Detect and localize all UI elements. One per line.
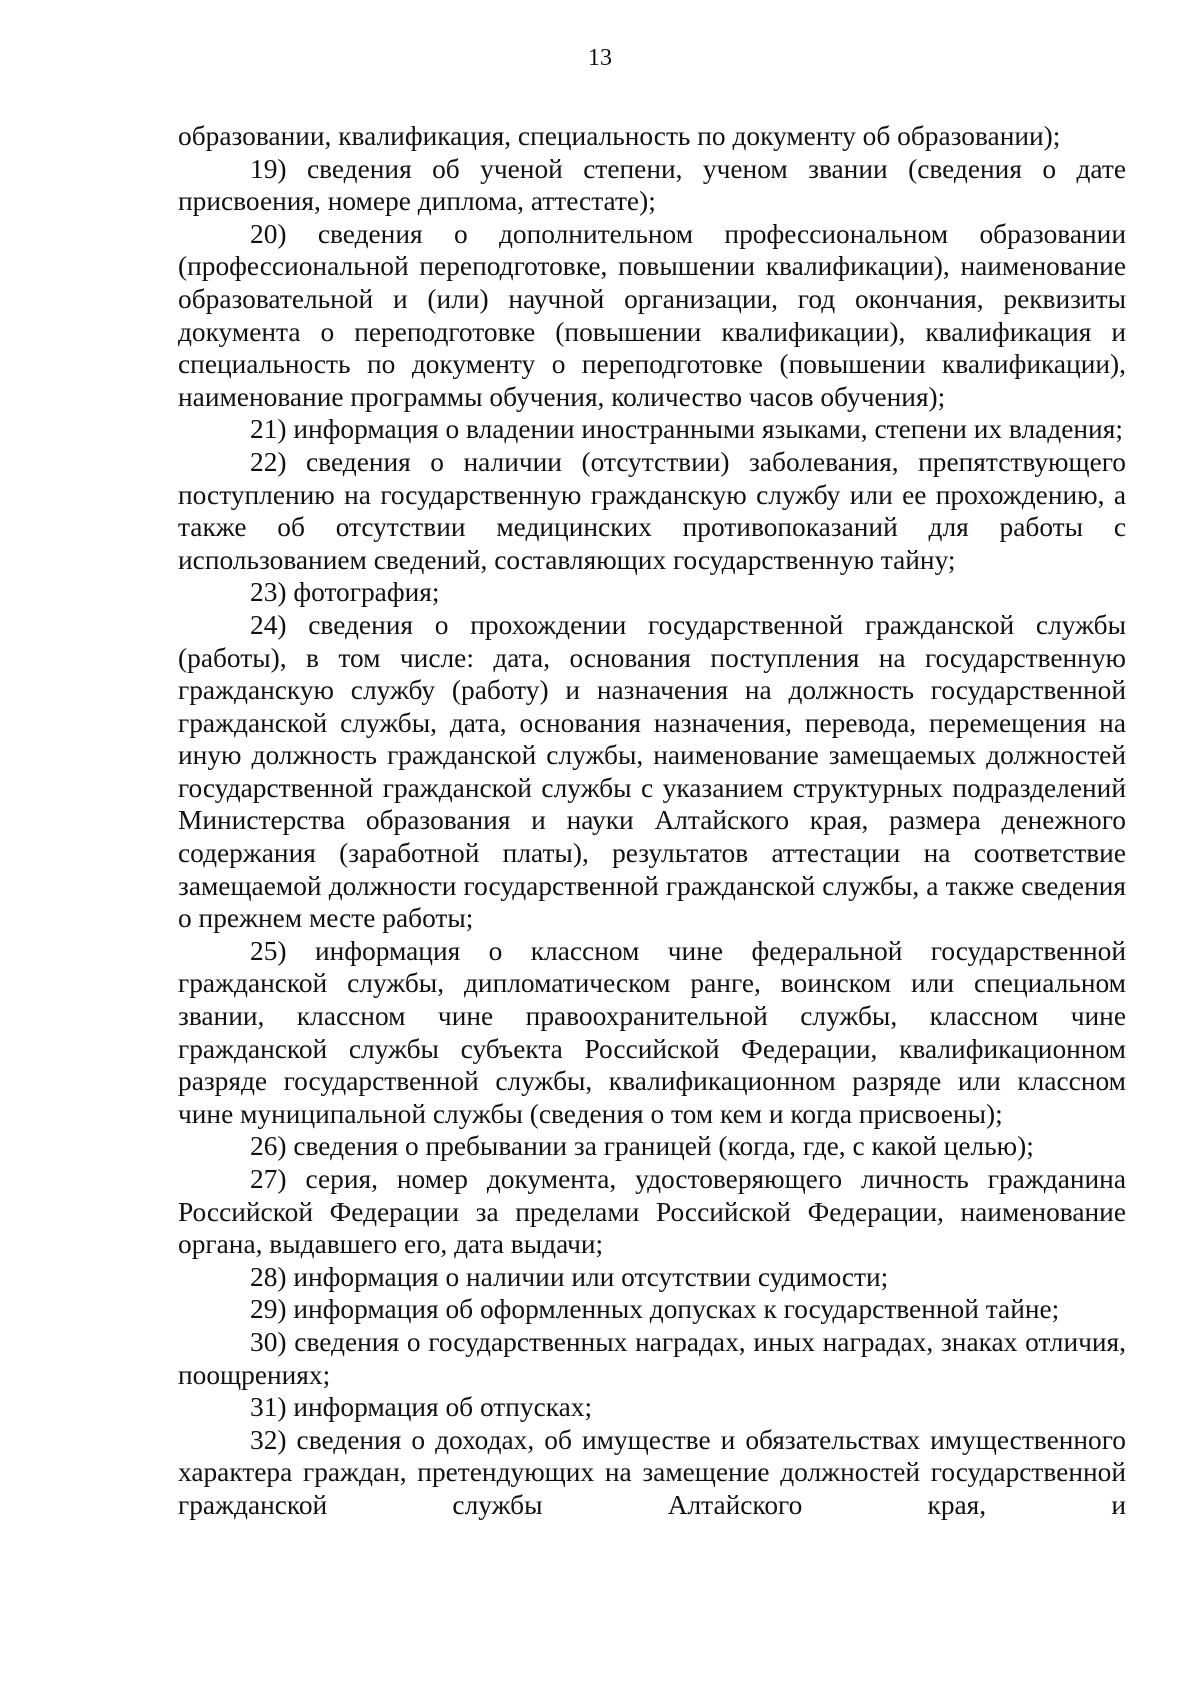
paragraph-item-27: 27) серия, номер документа, удостоверяющего личность гражданина Российской Федерации за пределами Российской Федерации, наименование органа, выдавшего его, дата выдачи; (178, 1164, 1126, 1260)
paragraph-item-21: 21) информация о владении иностранными языками, степени их владения; (250, 414, 1123, 445)
page-number: 13 (588, 45, 612, 71)
paragraph-item-23: 23) фотография; (250, 577, 440, 608)
paragraph-item-29: 29) информация об оформленных допусках к государственной тайне; (250, 1294, 1060, 1325)
paragraph-item-31: 31) информация об отпусках; (250, 1392, 593, 1423)
paragraph-item-28: 28) информация о наличии или отсутствии судимости; (250, 1261, 889, 1292)
document-body (178, 120, 1126, 1522)
paragraph-item-24: 24) сведения о прохождении государственной гражданской службы (работы), в том числе: дата, основания поступления на государственную гражданскую службу (работу) и назначения на должность государственной гражданской службы, дата, основания назначения, перевода, перемещения на иную должность гражданской службы, наименование замещаемых должностей государственной гражданской службы с указанием структурных подразделений Министерства образования и науки Алтайского края, размера денежного содержания (заработной платы), результатов аттестации на соответствие замещаемой должности государственной гражданской службы, а также сведения о прежнем месте работы; (178, 609, 1126, 934)
paragraph-continuation: образовании, квалификация, специальность по документу об образовании); (178, 121, 1061, 151)
paragraph-item-19: 19) сведения об ученой степени, ученом звании (сведения о дате присвоения, номере диплома, аттестате); (178, 153, 1126, 217)
paragraph-item-22: 22) сведения о наличии (отсутствии) заболевания, препятствующего поступлению на государственную гражданскую службу или ее прохождению, а также об отсутствии медицинских противопоказаний для работы с использованием сведений, составляющих государственную тайну; (178, 446, 1126, 575)
paragraph-item-32: 32) сведения о доходах, об имуществе и обязательствах имущественного характера граждан, претендующих на замещение должностей государственной гражданской службы Алтайского края, и (178, 1424, 1126, 1520)
paragraph-item-20: 20) сведения о дополнительном профессиональном образовании (профессиональной переподготовке, повышении квалификации), наименование образовательной и (или) научной организации, год окончания, реквизиты документа о переподготовке (повышении квалификации), квалификация и специальность по документу о переподготовке (повышении квалификации), наименование программы обучения, количество часов обучения); (178, 218, 1126, 412)
paragraph-item-26: 26) сведения о пребывании за границей (когда, где, с какой целью); (250, 1131, 1034, 1162)
paragraph-item-25: 25) информация о классном чине федеральной государственной гражданской службы, дипломатическом ранге, воинском или специальном звании, классном чине правоохранительной службы, классном чине гражданской службы субъекта Российской Федерации, квалификационном разряде государственной службы, квалификационном разряде или классном чине муниципальной службы (сведения о том кем и когда присвоены); (178, 935, 1126, 1129)
paragraph-item-30: 30) сведения о государственных наградах, иных наградах, знаках отличия, поощрениях; (178, 1326, 1126, 1390)
